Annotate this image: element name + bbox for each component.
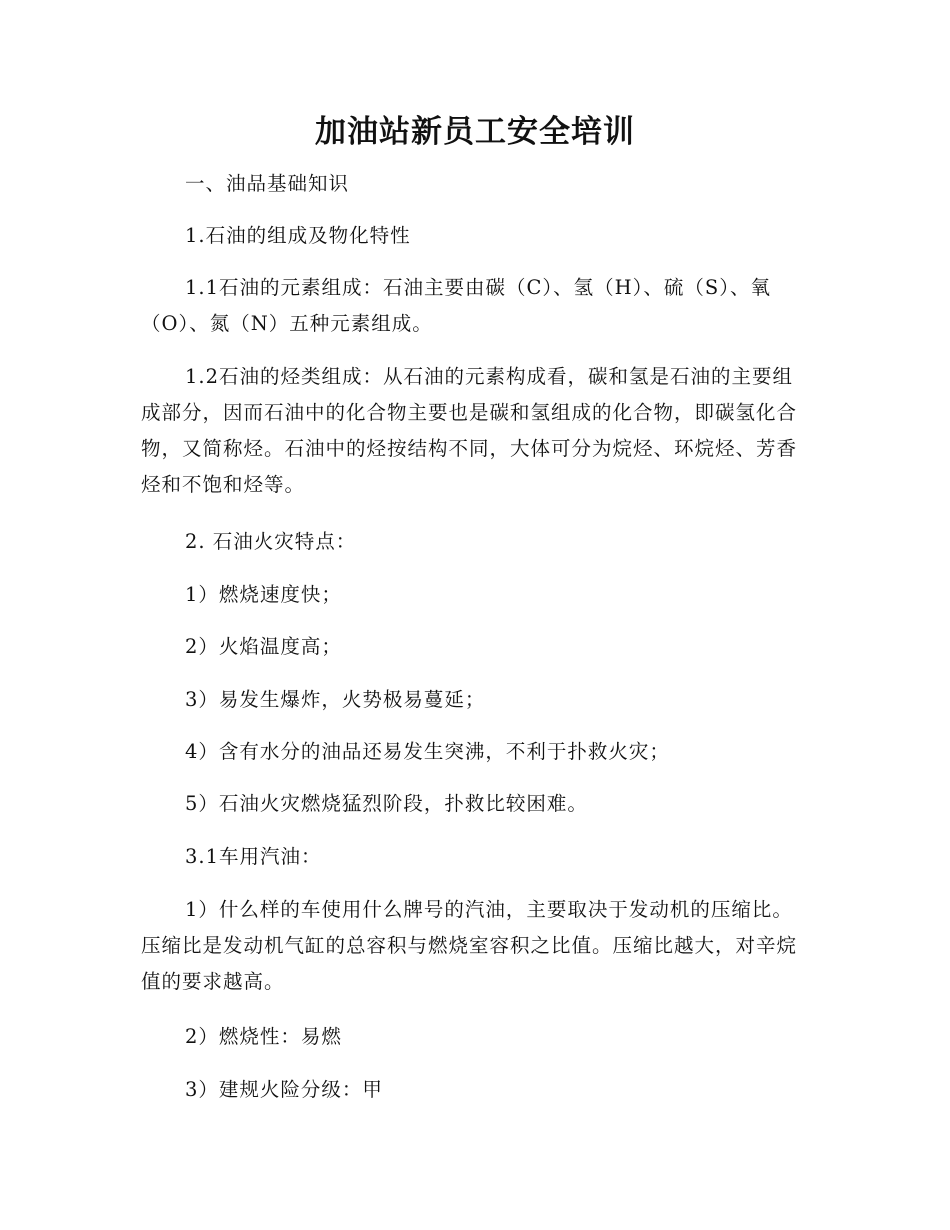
list-item-fire-5: 5）石油火灾燃烧猛烈阶段，扑救比较困难。 — [185, 792, 588, 815]
list-item-fire-1: 1）燃烧速度快； — [185, 583, 342, 606]
subsection-heading-composition: 1.石油的组成及物化特性 — [185, 224, 411, 247]
list-item-fire-2: 2）火焰温度高； — [185, 635, 342, 658]
list-item-gasoline-2: 2）燃烧性：易燃 — [185, 1025, 342, 1048]
paragraph-hydrocarbon-composition: 1.2石油的烃类组成：从石油的元素构成看，碳和氢是石油的主要组成部分，因而石油中的化合物主要也是碳和氢组成的化合物，即碳氢化合物，又简称烃。石油中的烃按结构不同，大体可分为烷烃、环烷烃、芳香烃和不饱和烃等。 — [141, 365, 798, 496]
list-item-gasoline-3: 3）建规火险分级：甲 — [185, 1078, 383, 1101]
list-item-fire-3: 3）易发生爆炸，火势极易蔓延； — [185, 688, 486, 711]
subsection-heading-gasoline: 3.1车用汽油： — [185, 845, 322, 868]
paragraph-elemental-composition: 1.1石油的元素组成：石油主要由碳（C）、氢（H）、硫（S）、氧（O）、氮（N）五种元素组成。 — [141, 276, 772, 335]
subsection-heading-fire-features: 2. 石油火灾特点： — [185, 530, 357, 553]
document-title: 加油站新员工安全培训 — [315, 114, 635, 150]
list-item-fire-4: 4）含有水分的油品还易发生突沸，不利于扑救火灾； — [185, 740, 670, 763]
list-item-gasoline-1: 1）什么样的车使用什么牌号的汽油，主要取决于发动机的压缩比。压缩比是发动机气缸的总容积与燃烧室容积之比值。压缩比越大，对辛烷值的要求越高。 — [141, 898, 798, 993]
section-heading-oil-basics: 一、油品基础知识 — [185, 172, 350, 195]
